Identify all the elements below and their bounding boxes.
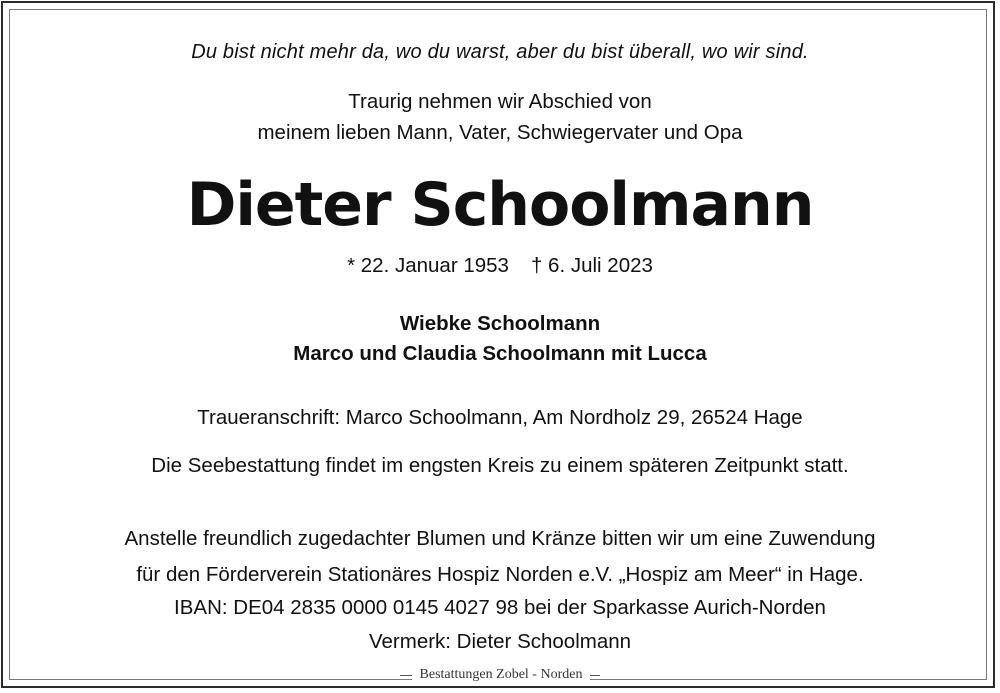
funeral-home-footer [0, 664, 1000, 686]
intro-line-2: meinem lieben Mann, Vater, Schwiegervater und Opa [257, 121, 743, 144]
footer-rule-left [400, 675, 412, 676]
life-dates [0, 254, 1000, 278]
donation-line-2: für den Förderverein Stationäres Hospiz Norden e.V. „Hospiz am Meer“ in Hage. [136, 563, 864, 586]
mourning-address: Traueranschrift: Marco Schoolmann, Am Nordholz 29, 26524 Hage [197, 406, 803, 429]
donation-line-4: Vermerk: Dieter Schoolmann [368, 630, 632, 653]
donation-line-3: IBAN: DE04 2835 0000 0145 4027 98 bei der Sparkasse Aurich-Norden [174, 596, 826, 619]
burial-note: Die Seebestattung findet im engsten Kreis zu einem späteren Zeitpunkt statt. [151, 454, 849, 477]
donation-line-1: Anstelle freundlich zugedachter Blumen und Kränze bitten wir um eine Zuwendung [124, 527, 876, 550]
death-date: † 6. Juli 2023 [530, 254, 653, 277]
funeral-home-name: Bestattungen Zobel - Norden [412, 667, 591, 683]
intro-line-1: Traurig nehmen wir Abschied von [348, 90, 652, 113]
motto: Du bist nicht mehr da, wo du warst, aber du bist überall, wo wir sind. [191, 41, 809, 63]
deceased-name: Dieter Schoolmann [186, 170, 814, 240]
birth-date: * 22. Januar 1953 [347, 254, 509, 277]
footer-rule-right [590, 675, 600, 676]
mourner-1: Wiebke Schoolmann [399, 312, 601, 335]
mourner-2: Marco und Claudia Schoolmann mit Lucca [293, 342, 707, 365]
